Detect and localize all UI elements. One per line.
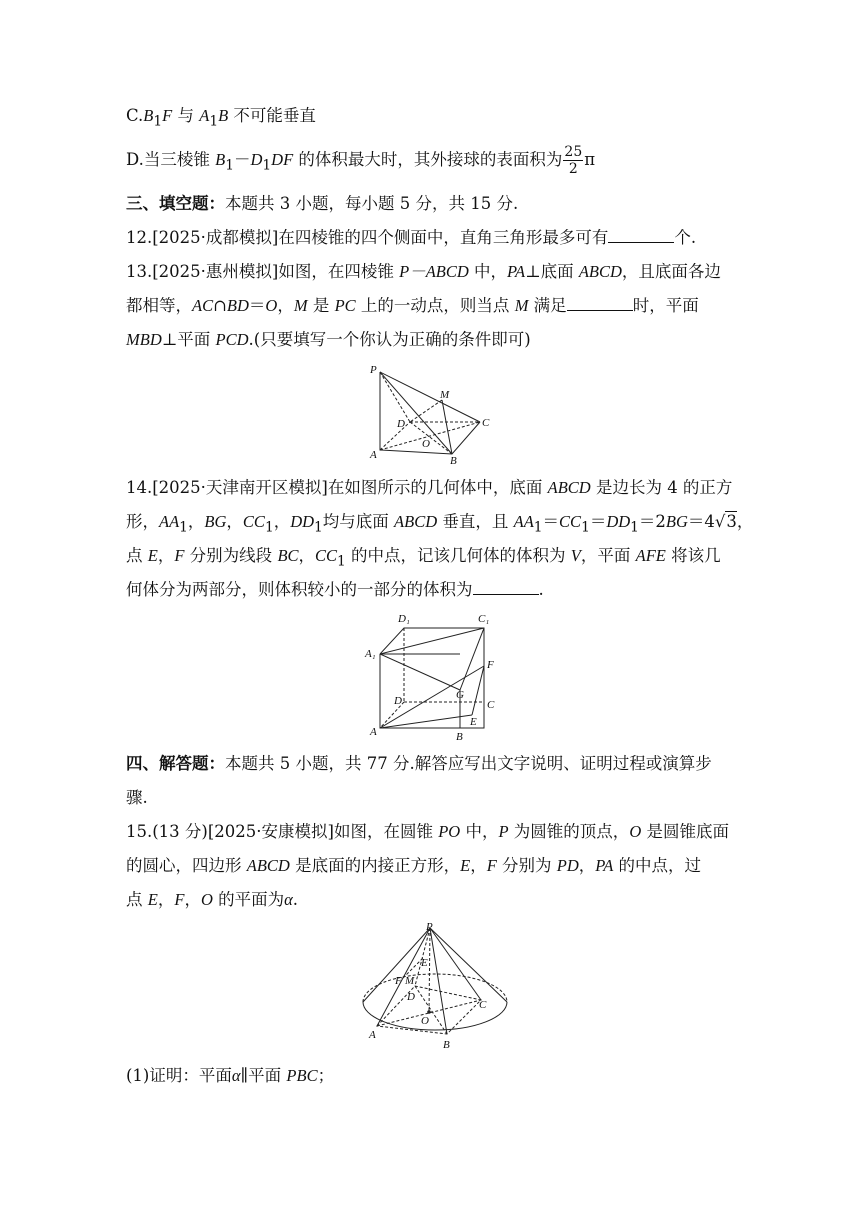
q14-answer-blank[interactable] <box>473 580 539 595</box>
q15-math: α <box>284 890 293 909</box>
q13-text: ，且底面各边 <box>621 262 721 281</box>
section-4-header <box>126 752 712 776</box>
q14-math: DD <box>290 512 315 531</box>
pyramid-figure-q13 <box>360 362 510 466</box>
q14-line-4 <box>126 578 544 602</box>
fig15-pc <box>430 928 481 1000</box>
q14-math: AFE <box>635 546 666 565</box>
q14-text: ＝ <box>542 512 560 531</box>
q14-sub: 1 <box>179 519 188 536</box>
fig13-label-b: B <box>450 455 457 466</box>
q14-text: ， <box>187 512 205 531</box>
q13-text: 中， <box>468 262 508 281</box>
q14-text: ， <box>298 546 316 565</box>
q13-text: 时，平面 <box>632 296 699 315</box>
option-d-prefix: D.当三棱锥 <box>126 150 216 169</box>
option-d-sub1: 1 <box>225 157 234 174</box>
q15-text: 的中点，过 <box>613 856 702 875</box>
q15-math: PO <box>438 822 461 841</box>
q14-text: ＝4 <box>687 512 715 531</box>
q14-text: ， <box>226 512 243 531</box>
q15-text: ， <box>184 890 201 909</box>
option-c-prefix: C. <box>126 106 144 125</box>
option-d-df: DF <box>271 150 294 169</box>
fig14-ae <box>380 715 472 728</box>
fig14-label-e: E <box>470 716 477 728</box>
q15-text: (1)证明：平面 <box>126 1066 232 1085</box>
q15-math: α <box>231 1066 241 1085</box>
q14-math: V <box>570 546 581 565</box>
q15-math: PA <box>595 856 614 875</box>
q14-line-1 <box>126 476 732 500</box>
fig14-label-c: C <box>487 699 495 711</box>
fig13-label-o: O <box>422 438 430 450</box>
q15-text: 的圆心，四边形 <box>126 856 247 875</box>
q15-text: 的平面为 <box>212 890 285 909</box>
q14-line-2 <box>126 510 753 539</box>
q14-line-3 <box>126 544 721 573</box>
fig13-label-a: A <box>370 449 377 461</box>
q14-sub: 1 <box>314 519 323 536</box>
q13-text: 是 <box>307 296 335 315</box>
q14-math: DD <box>606 512 631 531</box>
q12-text: 12.[2025·成都模拟]在四棱锥的四个侧面中，直角三角形最多可有 <box>126 228 609 247</box>
fig15-pb <box>430 928 447 1034</box>
q15-math: E <box>460 856 471 875</box>
q14-text: 点 <box>126 546 148 565</box>
option-d <box>126 144 595 177</box>
q14-text: 分别为线段 <box>184 546 278 565</box>
fig15-label-m: M <box>405 975 415 987</box>
q13-text: 都相等， <box>126 296 192 315</box>
q14-text: ，平面 <box>580 546 636 565</box>
q14-sqrt-value: 3 <box>726 512 737 531</box>
q12-answer-blank[interactable] <box>608 228 674 243</box>
q13-math: PC <box>334 296 356 315</box>
fig13-pc-edge <box>380 372 480 422</box>
sqrt-symbol: √ <box>714 512 726 531</box>
q13-math: O <box>265 296 278 315</box>
fig14-a1c1 <box>380 628 484 654</box>
q12-text-end: 个. <box>674 228 697 247</box>
fig15-po <box>429 928 430 1012</box>
q13-text: .(只要填写一个你认为正确的条件即可) <box>248 330 531 349</box>
q15-math: PBC <box>286 1066 318 1085</box>
q15-text: ， <box>157 890 175 909</box>
q14-math: CC <box>315 546 338 565</box>
fig14-a1g <box>380 654 460 690</box>
q14-text: ， <box>736 512 754 531</box>
q15-line-2 <box>126 854 701 878</box>
fig13-mb-edge <box>442 400 452 454</box>
q15-math: F <box>174 890 185 909</box>
option-c-f: F <box>162 106 173 125</box>
q13-math: BD <box>226 296 249 315</box>
fig14-ef <box>472 666 484 715</box>
option-d-pi: π <box>584 150 596 169</box>
q14-text: 是边长为 4 的正方 <box>590 478 733 497</box>
q13-math: M <box>514 296 529 315</box>
section-4-heading: 四、解答题： <box>126 754 225 773</box>
fig13-solid-edges <box>380 372 480 454</box>
q15-text: ， <box>470 856 487 875</box>
section-4-header-cont <box>126 786 148 810</box>
q14-math: BG <box>665 512 688 531</box>
fig15-label-e: E <box>421 957 428 969</box>
q15-math: E <box>147 890 158 909</box>
q13-line-1 <box>126 260 721 284</box>
fig14-label-f: F <box>487 659 494 671</box>
fig13-pb-edge <box>380 372 452 454</box>
q15-text: 15.(13 分)[2025·安康模拟]如图，在圆锥 <box>126 822 439 841</box>
q13-text: ＝ <box>248 296 266 315</box>
fig15-label-p: P <box>426 921 433 933</box>
q15-text: . <box>292 890 299 909</box>
q14-math: AA <box>513 512 534 531</box>
section-3-desc: 本题共 3 小题，每小题 5 分，共 15 分. <box>225 194 519 213</box>
section-3-header <box>126 192 518 216</box>
option-d-d: D <box>250 150 263 169</box>
q14-sub: 1 <box>630 519 639 536</box>
fig13-label-m: M <box>440 389 450 401</box>
q15-line-3 <box>126 888 298 912</box>
q14-text: 垂直，且 <box>437 512 514 531</box>
q13-math: M <box>293 296 308 315</box>
fig14-label-g: G <box>456 689 464 701</box>
fig13-label-c: C <box>482 417 490 429</box>
q14-math: ABCD <box>394 512 438 531</box>
fig14-label-d: D <box>394 695 402 707</box>
fig15-center-dot <box>427 1010 431 1014</box>
q14-math: BC <box>277 546 299 565</box>
q15-text: 点 <box>126 890 148 909</box>
q13-text: 上的一动点，则当点 <box>355 296 515 315</box>
fig15-label-b: B <box>443 1039 450 1051</box>
q15-line-1 <box>126 820 729 844</box>
q15-text: 是底面的内接正方形， <box>289 856 461 875</box>
option-d-dash: － <box>233 150 251 169</box>
option-c-tail: 不可能垂直 <box>228 106 316 125</box>
cone-figure-q15 <box>355 920 515 1052</box>
fig15-right-generator <box>430 928 507 1002</box>
fig13-label-d: D <box>397 418 405 430</box>
q15-text: 分别为 <box>496 856 557 875</box>
option-d-b: B <box>215 150 226 169</box>
q13-text: ⊥平面 <box>161 330 216 349</box>
option-d-sub2: 1 <box>262 157 272 174</box>
section-4-desc: 本题共 5 小题，共 77 分.解答应写出文字说明、证明过程或演算步 <box>225 754 712 773</box>
q15-math: O <box>200 890 213 909</box>
section-3-heading: 三、填空题： <box>126 194 225 213</box>
q14-text: ， <box>273 512 291 531</box>
option-c-sub: 1 <box>153 113 163 130</box>
option-c-mid: 与 <box>172 106 200 125</box>
solid-figure-q14 <box>360 610 510 742</box>
q14-math: CC <box>559 512 582 531</box>
q15-text: ∥平面 <box>240 1066 287 1085</box>
q15-math: F <box>486 856 497 875</box>
q13-math: PA <box>507 262 526 281</box>
q13-line-2 <box>126 294 699 318</box>
q14-text: 的中点，记该几何体的体积为 <box>345 546 571 565</box>
q15-math: PD <box>556 856 579 875</box>
q15-text: ； <box>317 1066 335 1085</box>
fraction-numerator: 25 <box>564 144 583 160</box>
q14-math: AA <box>159 512 180 531</box>
q15-text: ， <box>578 856 596 875</box>
q14-sub: 1 <box>581 519 590 536</box>
q13-text: 满足 <box>528 296 567 315</box>
option-c-bb: B <box>218 106 229 125</box>
q14-text: ＝2 <box>638 512 666 531</box>
fig14-label-a1: A₁ <box>365 648 376 660</box>
q15-math: O <box>629 822 642 841</box>
q14-math: F <box>174 546 185 565</box>
option-c <box>126 104 316 133</box>
fig14-label-c1: C₁ <box>478 613 490 625</box>
section-4-desc-cont: 骤. <box>126 788 148 807</box>
fig14-outline <box>380 628 484 728</box>
q13-math: MBD <box>126 330 162 349</box>
option-c-a: A <box>199 106 210 125</box>
q15-part-1 <box>126 1064 334 1088</box>
q14-text: 何体分为两部分，则体积较小的一部分的体积为 <box>126 580 473 599</box>
q15-math: ABCD <box>246 856 290 875</box>
q15-text: 中， <box>460 822 499 841</box>
question-12 <box>126 226 696 250</box>
option-d-mid: 的体积最大时，其外接球的表面积为 <box>293 150 563 169</box>
fig14-label-d1: D₁ <box>398 613 410 625</box>
option-c-b: B <box>143 106 154 125</box>
fig15-label-c: C <box>479 999 487 1011</box>
fig15-label-o: O <box>421 1015 429 1027</box>
q14-math: CC <box>242 512 265 531</box>
option-c-sub2: 1 <box>209 113 219 130</box>
fig15-label-d: D <box>407 991 415 1003</box>
fig14-label-b: B <box>456 731 463 742</box>
fig15-label-a: A <box>369 1029 376 1041</box>
q13-line-3 <box>126 328 531 352</box>
q13-text: ， <box>277 296 294 315</box>
q15-math: P <box>498 822 509 841</box>
fig15-label-f: F <box>395 975 402 987</box>
q15-text: 是圆锥底面 <box>641 822 729 841</box>
fig14-label-a: A <box>370 726 377 738</box>
q14-sub: 1 <box>264 519 274 536</box>
q14-sub: 1 <box>337 553 346 570</box>
q14-sub: 1 <box>533 519 543 536</box>
q13-math: AC <box>192 296 214 315</box>
fig13-bd-diag <box>410 422 452 454</box>
q14-text: ， <box>157 546 175 565</box>
fraction-denominator: 2 <box>568 161 578 177</box>
q14-text: 14.[2025·天津南开区模拟]在如图所示的几何体中，底面 <box>126 478 548 497</box>
q14-text: ＝ <box>589 512 607 531</box>
q14-math: E <box>147 546 158 565</box>
q13-math: P－ABCD <box>399 262 469 281</box>
q14-math: ABCD <box>547 478 591 497</box>
q15-text: 为圆锥的顶点， <box>508 822 630 841</box>
q14-text: 将该几 <box>665 546 721 565</box>
option-d-fraction <box>563 144 583 177</box>
q14-text: 均与底面 <box>322 512 395 531</box>
q13-text: ⊥底面 <box>525 262 579 281</box>
q14-text: 形， <box>126 512 159 531</box>
q13-math: PCD <box>215 330 249 349</box>
q14-text: . <box>538 580 544 599</box>
q14-math: BG <box>204 512 227 531</box>
q13-answer-blank[interactable] <box>567 296 633 311</box>
q13-text: 13.[2025·惠州模拟]如图，在四棱锥 <box>126 262 400 281</box>
fig13-label-p: P <box>370 364 377 376</box>
q13-math: ABCD <box>578 262 622 281</box>
q13-text: ∩ <box>213 296 227 315</box>
